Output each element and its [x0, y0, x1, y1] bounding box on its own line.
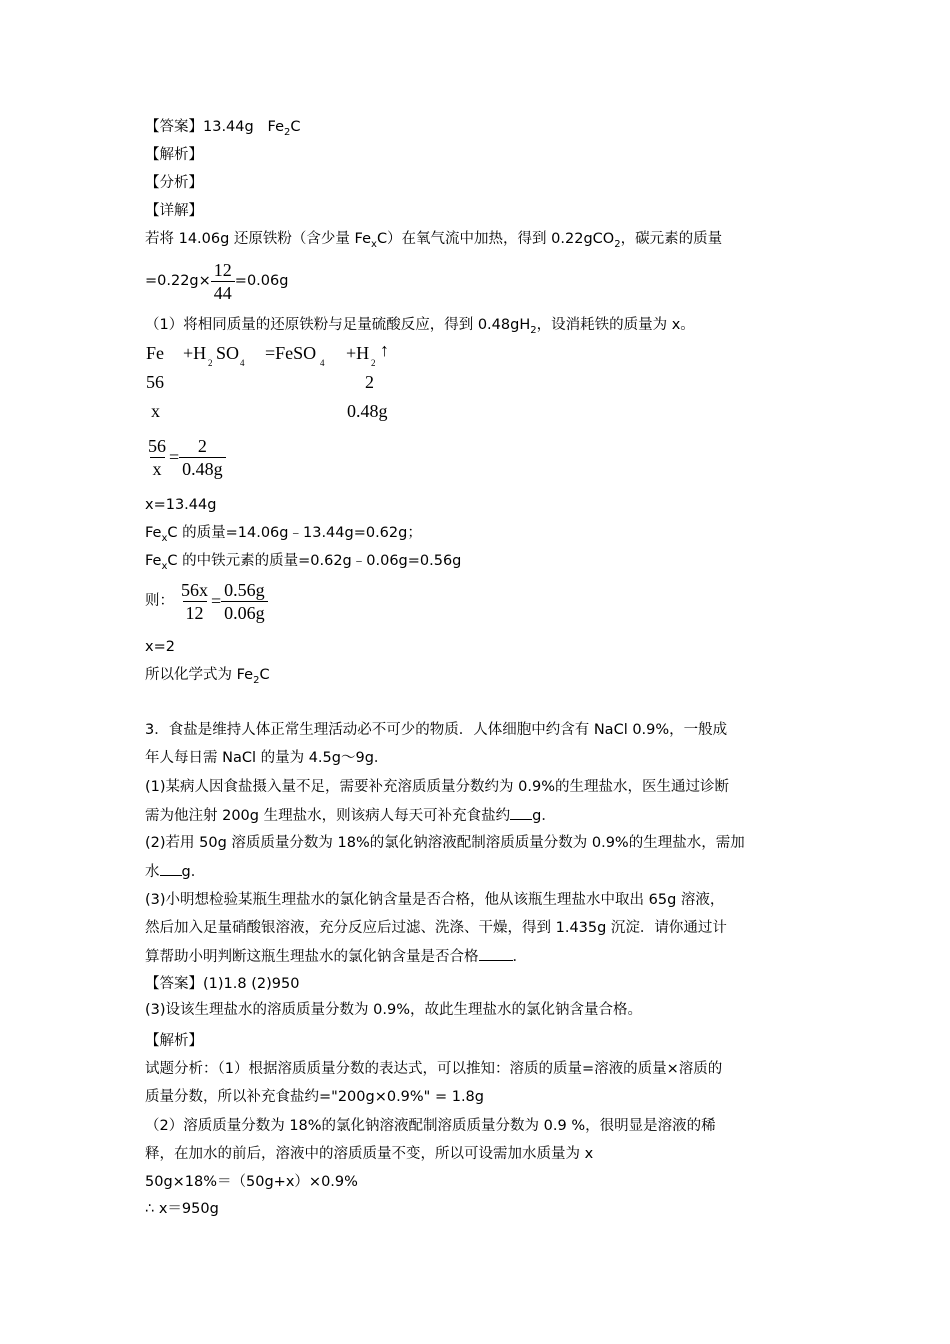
iron-fe: Fe — [145, 553, 162, 569]
carbon-post: =0.06g — [234, 273, 289, 289]
p2-unit: g． — [181, 864, 206, 880]
q3-part1-line-1: (1)某病人因食盐摄入量不足，需要补充溶质质量分数约为 0.9%的生理盐水，医生通过诊断 — [145, 779, 729, 795]
ratio1-left — [145, 435, 169, 480]
eq-h2so4-so: SO — [216, 343, 240, 363]
iron-text: C 的中铁元素的质量=0.62g﹣0.06g=0.56g — [167, 553, 462, 569]
answer-formula-c: C — [290, 119, 301, 135]
blank-3 — [479, 946, 513, 961]
p3-end: ． — [512, 949, 527, 965]
intro-text-a: 若将 14.06g 还原铁粉（含少量 Fe — [145, 231, 372, 247]
question-1-line — [145, 315, 695, 335]
eq-unknown-x: x — [151, 401, 160, 421]
q3-analysis-2-line-1: （2）溶质质量分数为 18%的氯化钠溶液配制溶质质量分数为 0.9 %，很明显是溶液的稀 — [145, 1118, 716, 1134]
intro-line — [145, 229, 722, 249]
answer-value: 【答案】13.44g — [145, 119, 254, 135]
carbon-fraction — [211, 259, 235, 304]
x-result-line: x=13.44g — [145, 497, 217, 513]
ratio1-right — [179, 435, 226, 480]
ratio-equation-1 — [145, 432, 226, 482]
gas-arrow-icon: ↑ — [380, 340, 389, 360]
p1-unit: g． — [532, 808, 556, 824]
q3-part1-line-2 — [145, 805, 556, 826]
then-label: 则： — [145, 593, 174, 609]
analysis-heading: 【解析】 — [145, 147, 203, 163]
q1-sub: 2 — [530, 325, 537, 336]
detail-heading: 【详解】 — [145, 203, 203, 219]
q3-analysis-2-line-2: 释，在加水的前后，溶液中的溶质质量不变，所以可设需加水质量为 x — [145, 1146, 594, 1162]
carbon-pre: =0.22g× — [145, 273, 211, 289]
eq-h2so4-sub2: 4 — [240, 358, 245, 368]
p2-text: 水 — [145, 864, 160, 880]
mass-sub: x — [161, 533, 168, 544]
formula-sub: 2 — [253, 675, 260, 686]
q3-part2-line-2 — [145, 861, 205, 882]
ratio1-den1: x — [150, 457, 165, 480]
q3-answer: 【答案】(1)1.8 (2)950 — [145, 976, 300, 992]
q3-analysis-heading: 【解析】 — [145, 1033, 203, 1049]
intro-text-b: C）在氧气流中加热，得到 0.22gCO — [376, 231, 615, 247]
ratio2-num1: 56x — [181, 579, 208, 600]
p1-text: 需为他注射 200g 生理盐水，则该病人每天可补充食盐约 — [145, 808, 511, 824]
ratio2-num2: 0.56g — [224, 579, 265, 600]
answer-line — [145, 117, 301, 137]
eq-feso4: =FeSO — [265, 343, 317, 363]
answer-formula-fe: Fe — [267, 119, 285, 135]
eq-h2-sub: 2 — [371, 358, 376, 368]
q3-part2-line-1: (2)若用 50g 溶质质量分数为 18%的氯化钠溶液配制溶质质量分数为 0.9%的生理盐水，需加 — [145, 835, 745, 851]
q3-analysis-1-line-1: 试题分析：（1）根据溶质质量分数的表达式，可以推知：溶质的质量=溶液的质量×溶质的 — [145, 1061, 723, 1077]
q3-part3-line-1: (3)小明想检验某瓶生理盐水的氯化钠含量是否合格，他从该瓶生理盐水中取出 65g 溶液， — [145, 892, 725, 908]
ratio1-num2: 2 — [197, 435, 207, 456]
q1-text-b: ，设消耗铁的质量为 x。 — [536, 317, 695, 333]
q3-analysis-1-line-2: 质量分数，所以补充食盐约="200g×0.9%" = 1.8g — [145, 1089, 484, 1105]
q3-analysis-2-line-4: ∴ x＝950g — [145, 1201, 219, 1217]
ratio1-den2: 0.48g — [179, 457, 226, 480]
eq-molar-h2: 2 — [365, 372, 374, 392]
eq-molar-fe: 56 — [146, 372, 164, 392]
eq-h2so4-h: +H — [183, 343, 207, 363]
eq-fe: Fe — [146, 343, 164, 363]
ratio1-equals: = — [169, 447, 180, 467]
mass-fe: Fe — [145, 525, 162, 541]
ratio2-right — [221, 579, 268, 624]
ratio2-left — [178, 579, 211, 624]
answer-formula-sub: 2 — [284, 127, 291, 138]
formula-conclusion — [145, 665, 270, 685]
x2-line: x=2 — [145, 639, 175, 655]
carbon-mass-line — [145, 257, 288, 305]
q3-part3-line-2: 然后加入足量硝酸银溶液，充分反应后过滤、洗涤、干燥，得到 1.435g 沉淀．请你通过计 — [145, 920, 727, 936]
blank-2 — [160, 861, 182, 876]
q3-line-2: 年人每日需 NaCl 的量为 4.5g～9g． — [145, 750, 389, 766]
ratio2-den1: 12 — [183, 601, 207, 624]
intro-text-c: ，碳元素的质量 — [620, 231, 723, 247]
q3-analysis-2-line-3: 50g×18%＝（50g+x）×0.9% — [145, 1174, 358, 1190]
eq-h2-mass: 0.48g — [347, 401, 388, 421]
intro-sub-x: x — [371, 239, 377, 250]
ratio2-den2: 0.06g — [221, 601, 268, 624]
formula-text: 所以化学式为 Fe — [145, 667, 254, 683]
blank-1 — [510, 805, 532, 820]
iron-mass-line — [145, 551, 461, 571]
ratio1-num1: 56 — [148, 435, 166, 456]
q3-line-1: 3．食盐是维持人体正常生理活动必不可少的物质．人体细胞中约含有 NaCl 0.9%，一般成 — [145, 722, 728, 738]
iron-sub: x — [161, 561, 168, 572]
eq-h2: +H — [346, 343, 370, 363]
ratio-equation-2 — [145, 575, 268, 627]
q3-answer-3: (3)设该生理盐水的溶质质量分数为 0.9%，故此生理盐水的氯化钠含量合格。 — [145, 1002, 642, 1018]
carbon-num: 12 — [213, 259, 232, 280]
fexc-mass-line — [145, 523, 422, 543]
ratio2-equals: = — [211, 591, 222, 611]
fenxi-heading: 【分析】 — [145, 175, 203, 191]
mass-text: C 的质量=14.06g﹣13.44g=0.62g； — [167, 525, 422, 541]
q1-text-a: （1）将相同质量的还原铁粉与足量硫酸反应，得到 0.48gH — [145, 317, 531, 333]
formula-c: C — [259, 667, 270, 683]
intro-sub-2: 2 — [614, 239, 621, 250]
eq-feso4-sub: 4 — [320, 358, 325, 368]
eq-h2so4-sub1: 2 — [208, 358, 213, 368]
q3-part3-line-3 — [145, 946, 527, 967]
carbon-den: 44 — [211, 281, 235, 304]
p3-text: 算帮助小明判断这瓶生理盐水的氯化钠含量是否合格 — [145, 949, 479, 965]
